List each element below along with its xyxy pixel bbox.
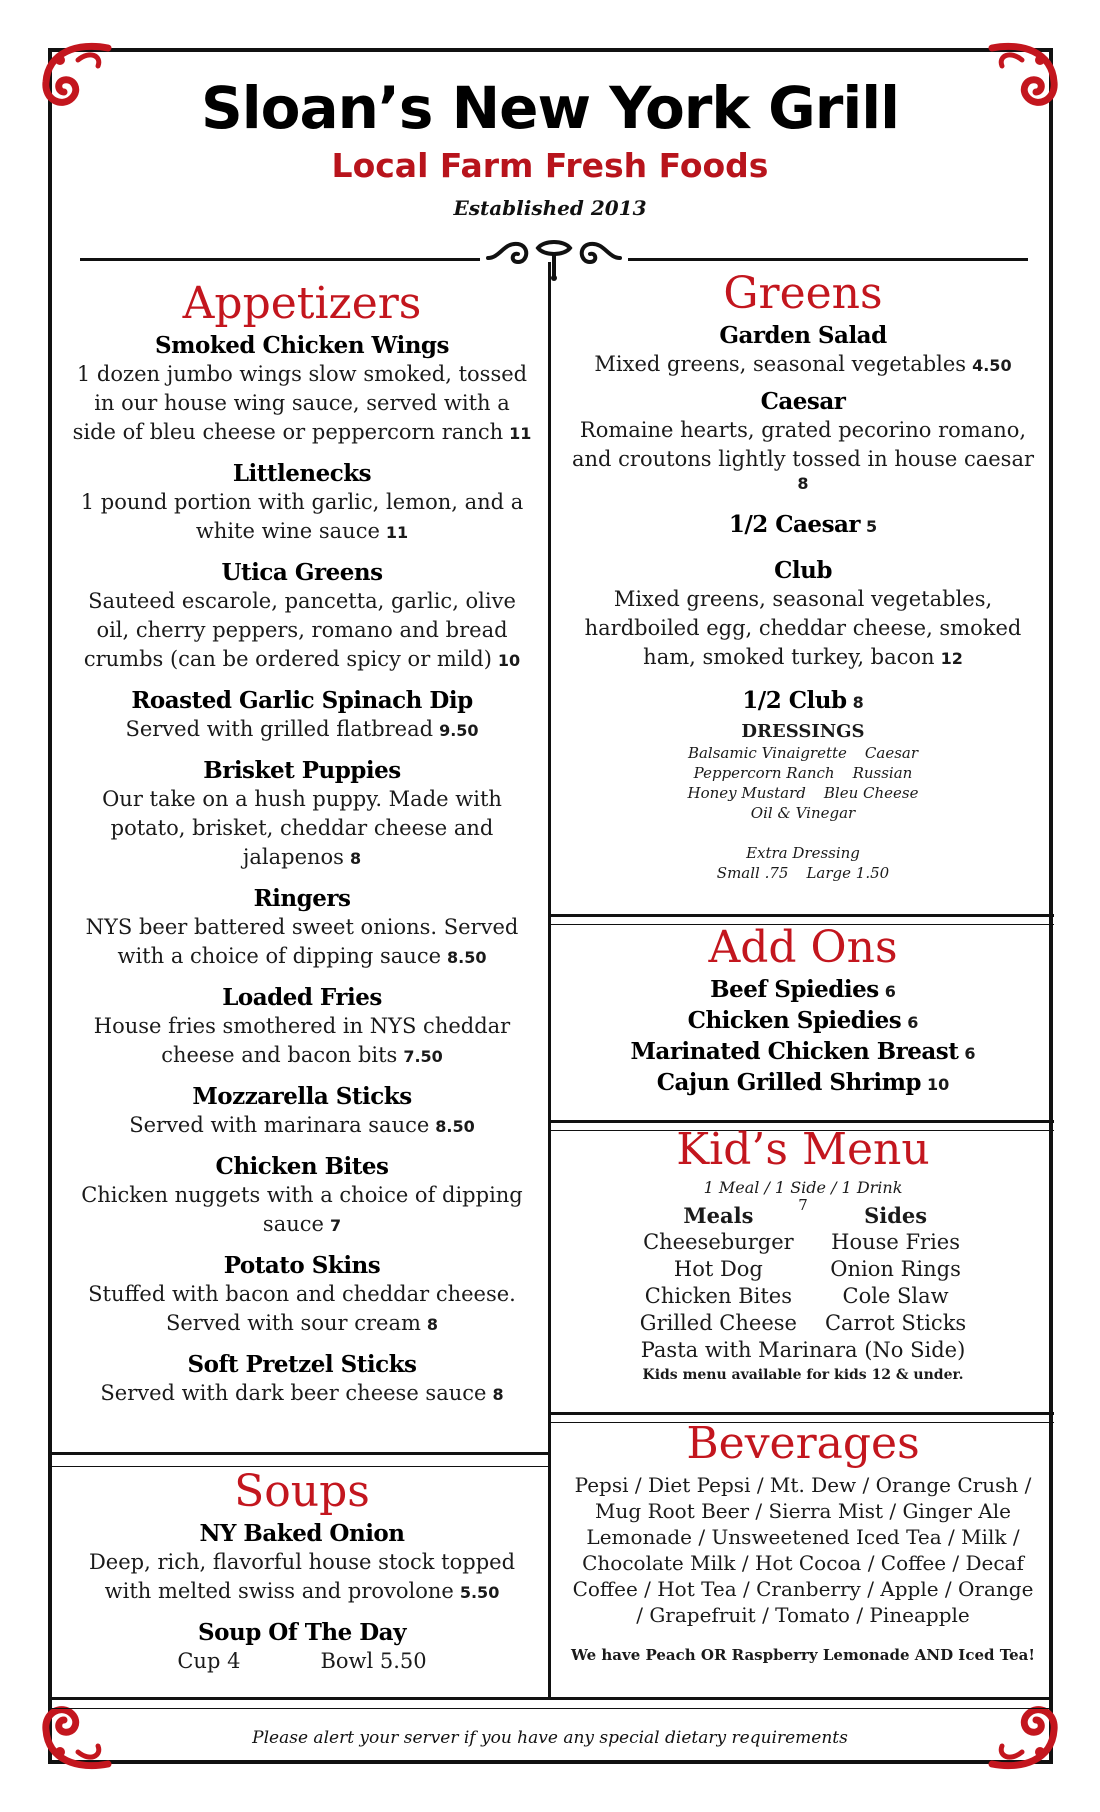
item-desc: Our take on a hush puppy. Made with potato, brisket, cheddar cheese and jalapenos <box>102 787 502 869</box>
soup-bowl-price: Bowl 5.50 <box>320 1649 427 1673</box>
menu-item <box>566 687 1040 715</box>
item-desc: Served with marinara sauce <box>129 1113 430 1137</box>
addons-section <box>566 922 1040 1100</box>
soup-cup-price: Cup 4 <box>177 1649 241 1673</box>
dressing-option: Peppercorn Ranch <box>693 764 835 782</box>
item-price: 10 <box>927 1075 950 1094</box>
item-desc: Sauteed escarole, pancetta, garlic, olive oil, cherry peppers, romano and bread crumbs (can be ordered spicy or mild) <box>83 589 516 671</box>
item-desc: House fries smothered in NYS cheddar cheese and bacon bits <box>93 1014 511 1067</box>
kids-menu-title: Kid’s Menu <box>676 1124 930 1175</box>
kids-side-item: House Fries <box>831 1230 961 1254</box>
addon-item <box>566 1038 1040 1069</box>
kids-options <box>566 1202 1040 1337</box>
item-price: 11 <box>385 523 409 542</box>
kids-menu-section <box>566 1124 1040 1386</box>
beverages-divider <box>550 1412 1054 1415</box>
footer-divider-thin <box>52 1708 1052 1709</box>
menu-item <box>70 885 534 972</box>
menu-item <box>70 332 534 448</box>
kids-meals-heading: Meals <box>683 1203 754 1228</box>
item-name: Mozzarella Sticks <box>192 1083 412 1110</box>
lemonade-note: We have Peach OR Raspberry Lemonade AND Iced Tea! <box>570 1646 1035 1664</box>
addon-item <box>566 1007 1040 1038</box>
item-name: Club <box>774 557 832 584</box>
item-name: Roasted Garlic Spinach Dip <box>131 687 473 714</box>
addons-title: Add Ons <box>708 922 898 973</box>
kids-meals-column <box>640 1202 797 1337</box>
soups-title: Soups <box>234 1466 370 1517</box>
item-name: Utica Greens <box>221 559 383 586</box>
item-price: 8 <box>426 1315 439 1334</box>
item-desc: Stuffed with bacon and cheddar cheese. Served with sour cream <box>88 1282 516 1335</box>
item-name: Garden Salad <box>719 322 887 349</box>
menu-item <box>70 1083 534 1141</box>
kids-side-item: Carrot Sticks <box>824 1311 967 1335</box>
kids-meal-item: Grilled Cheese <box>639 1311 797 1335</box>
menu-item <box>566 557 1040 673</box>
menu-item <box>566 511 1040 539</box>
item-price: 7 <box>329 1216 342 1235</box>
dressing-option: Caesar <box>864 744 919 762</box>
footer-divider <box>52 1697 1052 1700</box>
item-name: Littlenecks <box>232 460 372 487</box>
kids-meal-item: Cheeseburger <box>643 1230 794 1254</box>
menu-item <box>70 559 534 675</box>
addon-item <box>566 1069 1040 1100</box>
kids-side-item: Cole Slaw <box>842 1284 949 1308</box>
item-price: 8.50 <box>435 1117 475 1136</box>
kids-sides-heading: Sides <box>864 1203 928 1228</box>
item-price: 7.50 <box>403 1047 443 1066</box>
dressing-option: Balsamic Vinaigrette <box>687 744 847 762</box>
extra-dressing-prices <box>566 863 1040 883</box>
item-name: Beef Spiedies <box>710 976 879 1003</box>
kids-meal-item: Chicken Bites <box>644 1284 792 1308</box>
item-name: Cajun Grilled Shrimp <box>656 1069 922 1096</box>
item-desc: Chicken nuggets with a choice of dipping sauce <box>81 1183 523 1236</box>
soups-section <box>70 1466 534 1688</box>
dressing-option: Russian <box>852 764 913 782</box>
kids-age-note: Kids menu available for kids 12 & under. <box>642 1367 964 1383</box>
header-divider-right <box>628 258 1028 261</box>
dressing-row <box>566 783 1040 803</box>
menu-item <box>70 757 534 873</box>
item-name: 1/2 Caesar <box>728 511 861 538</box>
soups-divider <box>52 1452 550 1455</box>
kids-pasta-item: Pasta with Marinara (No Side) <box>640 1338 966 1362</box>
item-price: 6 <box>884 982 896 1001</box>
kids-price: 7 <box>798 1196 808 1214</box>
item-desc: Served with grilled flatbread <box>125 717 434 741</box>
item-name: 1/2 Club <box>742 687 847 714</box>
kids-meal-item: Hot Dog <box>673 1257 763 1281</box>
item-price: 6 <box>964 1044 976 1063</box>
item-name: NY Baked Onion <box>199 1520 405 1547</box>
item-price: 9.50 <box>439 721 479 740</box>
appetizer-list <box>70 332 534 1409</box>
dressing-row <box>566 763 1040 783</box>
item-name: Loaded Fries <box>222 984 382 1011</box>
menu-item <box>70 1153 534 1240</box>
kids-meal-deal: 1 Meal / 1 Side / 1 Drink <box>703 1178 903 1197</box>
addon-list <box>566 976 1040 1100</box>
item-name: Chicken Spiedies <box>687 1007 902 1034</box>
restaurant-subtitle: Local Farm Fresh Foods <box>331 146 769 185</box>
header-divider-left <box>80 258 480 261</box>
item-price: 4.50 <box>972 356 1012 375</box>
item-price: 8 <box>349 849 362 868</box>
item-desc: 1 pound portion with garlic, lemon, and a white wine sauce <box>80 490 524 543</box>
extra-dressing-title: Extra Dressing <box>746 844 860 862</box>
menu-item <box>70 460 534 547</box>
addons-divider <box>550 914 1054 917</box>
item-price: 10 <box>497 651 521 670</box>
item-price: 5 <box>866 517 878 536</box>
kids-sides-column <box>825 1202 966 1337</box>
item-name: Marinated Chicken Breast <box>630 1038 959 1065</box>
greens-title: Greens <box>723 268 883 319</box>
item-price: 8 <box>852 693 864 712</box>
restaurant-title: Sloan’s New York Grill <box>200 74 900 142</box>
menu-item <box>70 687 534 745</box>
menu-item <box>566 322 1040 380</box>
item-price: 6 <box>907 1013 919 1032</box>
item-name: Brisket Puppies <box>203 757 401 784</box>
dressing-option: Honey Mustard <box>687 784 806 802</box>
item-price: 11 <box>509 424 532 443</box>
menu-item <box>566 388 1040 493</box>
extra-large-price: Large 1.50 <box>806 864 890 882</box>
item-desc: Mixed greens, seasonal vegetables <box>594 352 967 376</box>
item-desc: NYS beer battered sweet onions. Served with a choice of dipping sauce <box>85 915 519 968</box>
appetizers-section <box>70 278 534 1421</box>
item-price: 12 <box>940 649 963 668</box>
dressing-row <box>566 743 1040 763</box>
beverage-list: Pepsi / Diet Pepsi / Mt. Dew / Orange Crush / Mug Root Beer / Sierra Mist / Ginger Ale Lemonade / Unsweetened Iced Tea / Milk / Chocolate Milk / Hot Cocoa / Coffee / Decaf Coffee / Hot Tea / Cranberry / Apple / Orange / Grapefruit / Tomato / Pineapple <box>572 1473 1034 1627</box>
beverages-section <box>566 1418 1040 1664</box>
item-desc: Served with dark beer cheese sauce <box>100 1381 487 1405</box>
addon-item <box>566 976 1040 1007</box>
item-name: Chicken Bites <box>215 1153 389 1180</box>
item-price: 8 <box>797 474 809 493</box>
greens-section <box>566 268 1040 883</box>
item-name: Smoked Chicken Wings <box>155 332 449 359</box>
dressings-title: DRESSINGS <box>741 721 865 742</box>
menu-item <box>70 1351 534 1409</box>
beverages-title: Beverages <box>686 1418 920 1469</box>
item-name: Potato Skins <box>223 1252 381 1279</box>
dietary-notice: Please alert your server if you have any special dietary requirements <box>252 1728 848 1748</box>
item-name: Caesar <box>760 388 846 415</box>
menu-item <box>70 1252 534 1339</box>
appetizers-title: Appetizers <box>182 278 422 329</box>
item-name: Ringers <box>253 885 351 912</box>
menu-item <box>70 984 534 1071</box>
dressing-option: Oil & Vinegar <box>750 804 856 822</box>
item-desc: Mixed greens, seasonal vegetables, hardboiled egg, cheddar cheese, smoked ham, smoked turkey, bacon <box>584 587 1022 669</box>
item-price: 8.50 <box>447 948 487 967</box>
kids-divider <box>550 1120 1054 1123</box>
item-desc: Romaine hearts, grated pecorino romano, and croutons lightly tossed in house caesar <box>572 418 1034 471</box>
column-divider <box>548 262 551 1699</box>
item-price: 8 <box>492 1385 504 1404</box>
item-price: 5.50 <box>459 1583 500 1602</box>
item-name: Soup Of The Day <box>198 1619 406 1646</box>
menu-item <box>70 1619 534 1676</box>
item-desc: 1 dozen jumbo wings slow smoked, tossed in our house wing sauce, served with a side of bleu cheese or peppercorn ranch <box>72 362 528 444</box>
item-name: Soft Pretzel Sticks <box>187 1351 417 1378</box>
item-desc: Deep, rich, flavorful house stock topped with melted swiss and provolone <box>88 1550 516 1603</box>
established-date: Established 2013 <box>453 196 647 220</box>
extra-small-price: Small .75 <box>716 864 789 882</box>
kids-side-item: Onion Rings <box>830 1257 961 1281</box>
menu-item <box>70 1520 534 1607</box>
dressing-option: Bleu Cheese <box>823 784 919 802</box>
